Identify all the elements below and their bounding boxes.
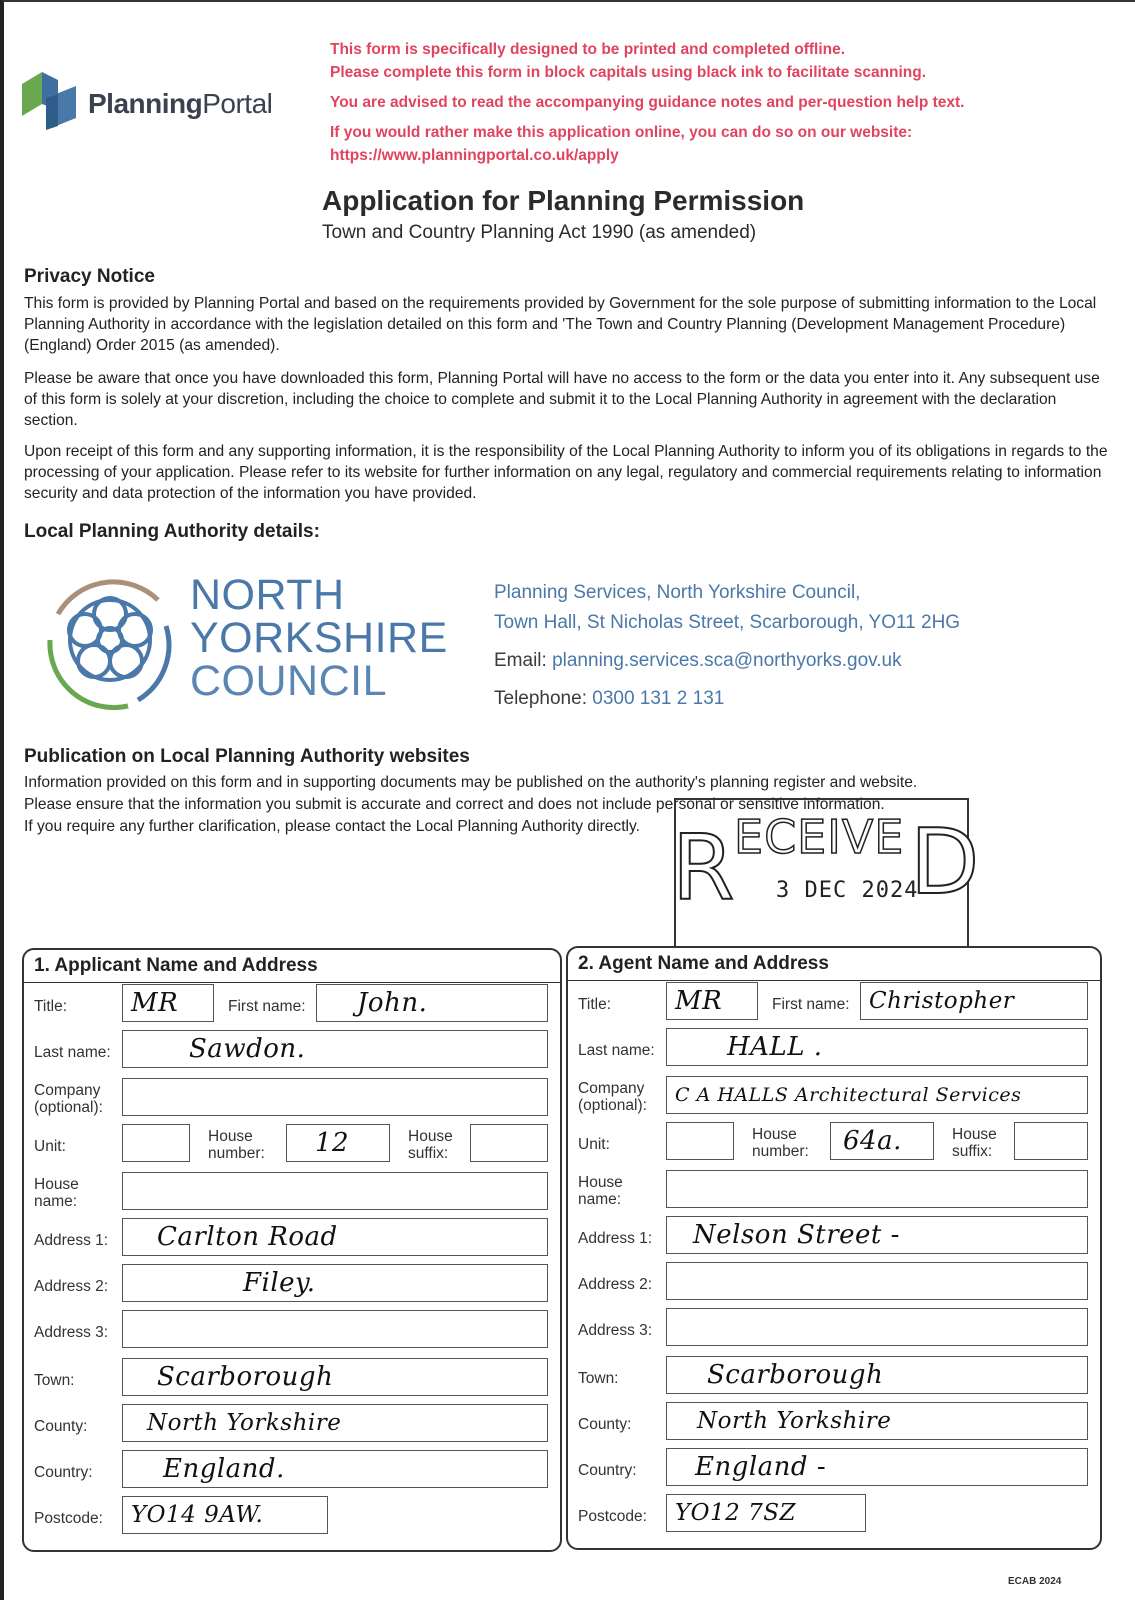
applicant-last-name-field[interactable]: Sawdon. <box>122 1030 548 1068</box>
council-wordmark: NORTH YORKSHIRE COUNCIL <box>190 571 448 705</box>
agent-town-field[interactable]: Scarborough <box>666 1356 1088 1394</box>
agent-title-field[interactable]: MR <box>666 982 758 1020</box>
council-address-2: Town Hall, St Nicholas Street, Scarborough, YO11 2HG <box>494 612 961 633</box>
planning-portal-logo-icon <box>20 68 80 134</box>
note-offline: This form is specifically designed to be printed and completed offline. <box>330 41 846 58</box>
publication-heading: Publication on Local Planning Authority websites <box>24 746 470 767</box>
form-code: ECAB 2024 <box>1008 1576 1062 1587</box>
applicant-country-field[interactable]: England. <box>122 1450 548 1488</box>
council-contact: Planning Services, North Yorkshire Council, Town Hall, St Nicholas Street, Scarborough, YO11 2HG Email: planning.services.sca@northyorks.gov.uk Telephone: 0300 131 2 131 <box>494 578 1114 714</box>
applicant-company-field[interactable] <box>122 1078 548 1116</box>
applicant-address-3-field[interactable] <box>122 1310 548 1348</box>
applicant-county-field[interactable]: North Yorkshire <box>122 1404 548 1442</box>
note-url[interactable]: https://www.planningportal.co.uk/apply <box>330 147 619 164</box>
applicant-title-field[interactable]: MR <box>122 984 214 1022</box>
applicant-house-number-field[interactable]: 12 <box>286 1124 390 1162</box>
applicant-section: 1. Applicant Name and Address Title: MR First name: John. Last name: Sawdon. Company (optional): Unit: House number: 12 House suffix: House name: Address 1: Carlton Road Address 2: Filey. Address 3: Town: Scarborough County: North Yorkshire Country: England. Postcode: YO14 9AW. <box>22 948 562 1552</box>
privacy-paragraph-3: Upon receipt of this form and any supporting information, it is the responsibility of the Local Planning Authority to inform you of its obligations in regards to the processing of your application. Please refer to its website for further information on any legal, regulatory and commercial requirements relating to information security and data protection of the information you have provided. <box>24 443 1108 502</box>
agent-unit-field[interactable] <box>666 1122 734 1160</box>
agent-address-3-field[interactable] <box>666 1308 1088 1346</box>
page-title: Application for Planning Permission <box>322 185 805 216</box>
agent-heading: 2. Agent Name and Address <box>578 953 829 974</box>
divider <box>568 980 1100 981</box>
note-online: If you would rather make this application online, you can do so on our website: <box>330 124 913 141</box>
applicant-postcode-field[interactable]: YO14 9AW. <box>122 1496 328 1534</box>
page-subtitle: Town and Country Planning Act 1990 (as amended) <box>322 222 757 243</box>
note-block-capitals: Please complete this form in block capitals using black ink to facilitate scanning. <box>330 64 927 81</box>
agent-house-name-field[interactable] <box>666 1170 1088 1208</box>
council-phone[interactable]: 0300 131 2 131 <box>592 688 725 709</box>
applicant-heading: 1. Applicant Name and Address <box>34 955 318 976</box>
agent-address-1-field[interactable]: Nelson Street - <box>666 1216 1088 1254</box>
agent-last-name-field[interactable]: HALL . <box>666 1028 1088 1066</box>
privacy-paragraph-2: Please be aware that once you have downloaded this form, Planning Portal will have no access to the form or the data you enter into it. Any subsequent use of this form is solely at your discretion, including the choice to complete and submit it to the Local Planning Authority in agreement with the declaration section. <box>24 370 1100 429</box>
divider <box>24 982 560 983</box>
council-address-1: Planning Services, North Yorkshire Council, <box>494 582 861 603</box>
council-email[interactable]: planning.services.sca@northyorks.gov.uk <box>552 650 902 671</box>
applicant-address-2-field[interactable]: Filey. <box>122 1264 548 1302</box>
applicant-unit-field[interactable] <box>122 1124 190 1162</box>
agent-address-2-field[interactable] <box>666 1262 1088 1300</box>
applicant-house-name-field[interactable] <box>122 1172 548 1210</box>
publication-line-1: Information provided on this form and in supporting documents may be published on the authority's planning register and website. <box>24 774 918 791</box>
agent-county-field[interactable]: North Yorkshire <box>666 1402 1088 1440</box>
stamp-letter-r: R <box>672 816 735 921</box>
planning-portal-logo <box>20 68 290 134</box>
publication-line-3: If you require any further clarification, please contact the Local Planning Authority directly. <box>24 818 640 835</box>
publication-line-2: Please ensure that the information you submit is accurate and correct and does not include personal or sensitive information. <box>24 796 885 813</box>
agent-house-suffix-field[interactable] <box>1014 1122 1088 1160</box>
header-notes <box>330 38 1120 167</box>
stamp-eceive: ECEIVE <box>734 810 905 864</box>
applicant-first-name-field[interactable]: John. <box>316 984 548 1022</box>
stamp-letter-d: D <box>910 810 980 915</box>
yorkshire-rose-icon <box>40 570 180 710</box>
stamp-date: 3 DEC 2024 <box>776 878 919 903</box>
note-guidance: You are advised to read the accompanying guidance notes and per-question help text. <box>330 94 965 111</box>
agent-section: 2. Agent Name and Address Title: MR First name: Christopher Last name: HALL . Company (optional): C A HALLS Architectural Services Unit: House number: 64a. House suffix: House name: Address 1: Nelson Street - Address 2: Address 3: Town: Scarborough County: North Yorkshire Country: England - Postcode: YO12 7SZ <box>566 946 1102 1550</box>
agent-first-name-field[interactable]: Christopher <box>860 982 1088 1020</box>
privacy-heading: Privacy Notice <box>24 266 155 287</box>
agent-company-field[interactable]: C A HALLS Architectural Services <box>666 1076 1088 1114</box>
applicant-address-1-field[interactable]: Carlton Road <box>122 1218 548 1256</box>
applicant-town-field[interactable]: Scarborough <box>122 1358 548 1396</box>
applicant-house-suffix-field[interactable] <box>470 1124 548 1162</box>
agent-country-field[interactable]: England - <box>666 1448 1088 1486</box>
privacy-paragraph-1: This form is provided by Planning Portal and based on the requirements provided by Government for the sole purpose of submitting information to the Local Planning Authority in accordance with the legislation detailed on this form and 'The Town and Country Planning (Development Management Procedure) (England) Order 2015 (as amended). <box>24 295 1097 354</box>
planning-portal-wordmark: PlanningPortal <box>88 88 273 119</box>
lpa-heading: Local Planning Authority details: <box>24 521 320 542</box>
agent-house-number-field[interactable]: 64a. <box>830 1122 934 1160</box>
agent-postcode-field[interactable]: YO12 7SZ <box>666 1494 866 1532</box>
council-logo <box>40 570 460 710</box>
